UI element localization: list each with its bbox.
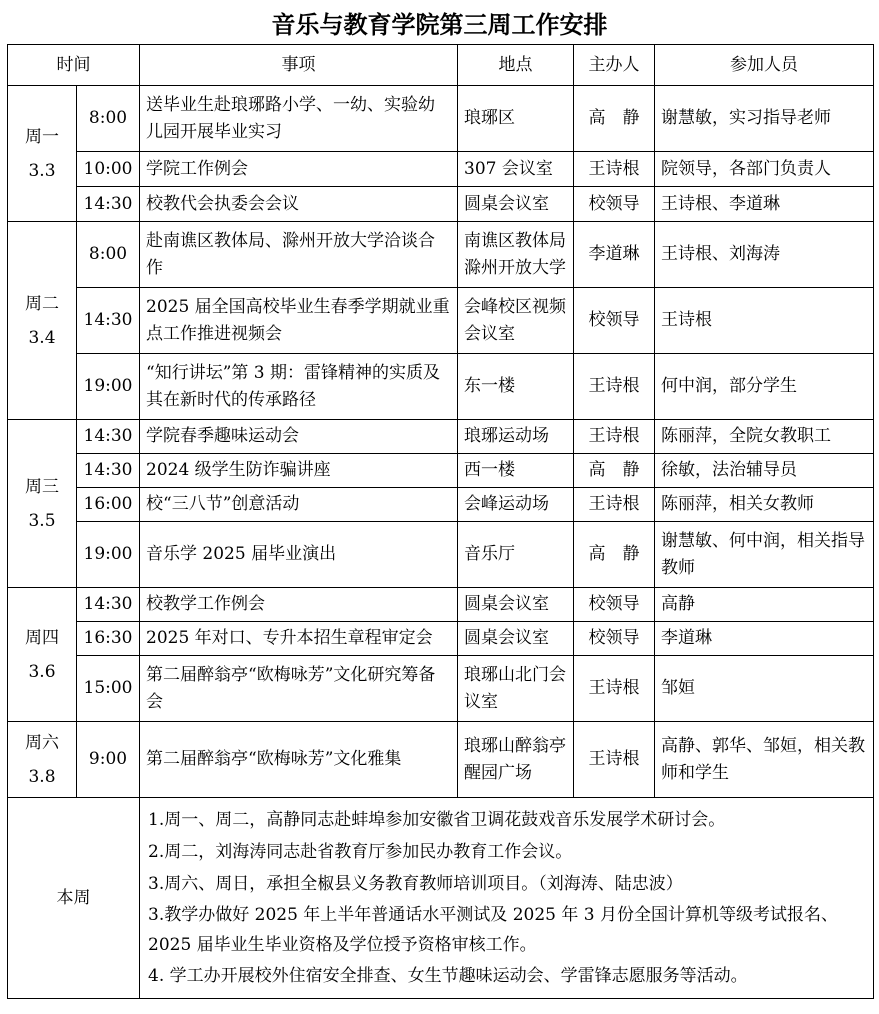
time-cell: 14:30 [77,288,140,354]
day-date: 3.3 [28,160,56,181]
day-cell [8,420,77,588]
day-date: 3.6 [28,661,56,682]
table-row [8,187,874,222]
place-cell: 西一楼 [458,454,574,488]
table-row [8,488,874,522]
place-cell: 音乐厅 [458,522,574,588]
host-cell: 校领导 [574,588,655,622]
item-cell: 校“三八节”创意活动 [140,488,458,522]
participants-cell: 王诗根、刘海涛 [655,222,874,288]
day-date: 3.5 [28,510,56,531]
notes-row [8,798,874,999]
time-cell: 16:00 [77,488,140,522]
participants-cell: 高静 [655,588,874,622]
header-row [8,45,874,86]
participants-cell: 院领导，各部门负责人 [655,152,874,187]
table-row [8,454,874,488]
table-row [8,656,874,722]
participants-cell: 陈丽萍，全院女教职工 [655,420,874,454]
table-row [8,354,874,420]
place-cell: 会峰校区视频会议室 [458,288,574,354]
day-date: 3.4 [28,327,56,348]
note-item: 3.周六、周日，承担全椒县义务教育教师培训项目。（刘海涛、陆忠波） [148,874,683,894]
host-cell: 王诗根 [574,354,655,420]
host-cell: 王诗根 [574,488,655,522]
day-cell [8,86,77,222]
notes-content [140,798,874,999]
time-cell: 19:00 [77,354,140,420]
place-cell: 圆桌会议室 [458,187,574,222]
place-cell: 圆桌会议室 [458,588,574,622]
place-cell: 琅琊运动场 [458,420,574,454]
host-cell: 王诗根 [574,656,655,722]
time-cell: 8:00 [77,222,140,288]
item-cell: 2025 年对口、专升本招生章程审定会 [140,622,458,656]
item-cell: 音乐学 2025 届毕业演出 [140,522,458,588]
table-row [8,288,874,354]
time-cell: 14:30 [77,420,140,454]
host-cell: 王诗根 [574,152,655,187]
header-host: 主办人 [574,45,655,86]
item-cell: 学院春季趣味运动会 [140,420,458,454]
day-cell [8,588,77,722]
table-row [8,588,874,622]
participants-cell: 何中润，部分学生 [655,354,874,420]
host-cell: 高 静 [574,454,655,488]
note-item: 2.周二，刘海涛同志赴省教育厅参加民办教育工作会议。 [148,842,573,862]
host-cell: 高 静 [574,522,655,588]
day-cell [8,222,77,420]
item-cell: 2025 届全国高校毕业生春季学期就业重点工作推进视频会 [140,288,458,354]
item-cell: 2024 级学生防诈骗讲座 [140,454,458,488]
participants-cell: 徐敏，法治辅导员 [655,454,874,488]
note-item: 1.周一、周二，高静同志赴蚌埠参加安徽省卫调花鼓戏音乐发展学术研讨会。 [148,810,726,830]
participants-cell: 高静、郭华、邹姮，相关教师和学生 [655,722,874,798]
place-cell: 会峰运动场 [458,488,574,522]
item-cell: 校教学工作例会 [140,588,458,622]
table-row [8,86,874,152]
participants-cell: 谢慧敏，实习指导老师 [655,86,874,152]
host-cell: 高 静 [574,86,655,152]
item-cell: 第二届醉翁亭“欧梅咏芳”文化雅集 [140,722,458,798]
schedule-table [7,44,874,999]
page-title: 音乐与教育学院第三周工作安排 [271,10,608,39]
header-time: 时间 [8,45,140,86]
place-cell: 东一楼 [458,354,574,420]
place-cell: 琅琊山北门会议室 [458,656,574,722]
time-cell: 14:30 [77,588,140,622]
time-cell: 9:00 [77,722,140,798]
item-cell: 学院工作例会 [140,152,458,187]
participants-cell: 邹姮 [655,656,874,722]
place-cell: 圆桌会议室 [458,622,574,656]
day-cell [8,722,77,798]
host-cell: 校领导 [574,622,655,656]
item-cell: 赴南谯区教体局、滁州开放大学洽谈合作 [140,222,458,288]
time-cell: 8:00 [77,86,140,152]
participants-cell: 谢慧敏、何中润，相关指导教师 [655,522,874,588]
table-row [8,152,874,187]
time-cell: 14:30 [77,187,140,222]
header-item: 事项 [140,45,458,86]
day-label: 周二 [25,293,59,314]
table-row [8,722,874,798]
participants-cell: 陈丽萍，相关女教师 [655,488,874,522]
participants-cell: 王诗根 [655,288,874,354]
place-cell: 南谯区教体局滁州开放大学 [458,222,574,288]
table-row [8,522,874,588]
host-cell: 李道琳 [574,222,655,288]
day-label: 周四 [25,627,59,648]
place-cell: 琅琊区 [458,86,574,152]
table-row [8,622,874,656]
item-cell: “知行讲坛”第 3 期：雷锋精神的实质及其在新时代的传承路径 [140,354,458,420]
notes-label: 本周 [8,798,140,999]
time-cell: 16:30 [77,622,140,656]
participants-cell: 李道琳 [655,622,874,656]
day-label: 周三 [25,476,59,497]
item-cell: 校教代会执委会会议 [140,187,458,222]
header-participants: 参加人员 [655,45,874,86]
place-cell: 307 会议室 [458,152,574,187]
table-row [8,420,874,454]
time-cell: 15:00 [77,656,140,722]
table-row [8,222,874,288]
host-cell: 王诗根 [574,722,655,798]
time-cell: 19:00 [77,522,140,588]
header-place: 地点 [458,45,574,86]
time-cell: 10:00 [77,152,140,187]
host-cell: 校领导 [574,187,655,222]
host-cell: 王诗根 [574,420,655,454]
time-cell: 14:30 [77,454,140,488]
place-cell: 琅琊山醉翁亭醒园广场 [458,722,574,798]
day-label: 周一 [25,126,59,147]
item-cell: 送毕业生赴琅琊路小学、一幼、实验幼儿园开展毕业实习 [140,86,458,152]
participants-cell: 王诗根、李道琳 [655,187,874,222]
host-cell: 校领导 [574,288,655,354]
day-label: 周六 [25,732,59,753]
note-item: 4. 学工办开展校外住宿安全排查、女生节趣味运动会、学雷锋志愿服务等活动。 [148,966,748,986]
item-cell: 第二届醉翁亭“欧梅咏芳”文化研究筹备会 [140,656,458,722]
day-date: 3.8 [28,766,56,787]
note-item: 3.教学办做好 2025 年上半年普通话水平测试及 2025 年 3 月份全国计算机等级考试报名、2025 届毕业生毕业资格及学位授予资格审核工作。 [148,905,838,955]
